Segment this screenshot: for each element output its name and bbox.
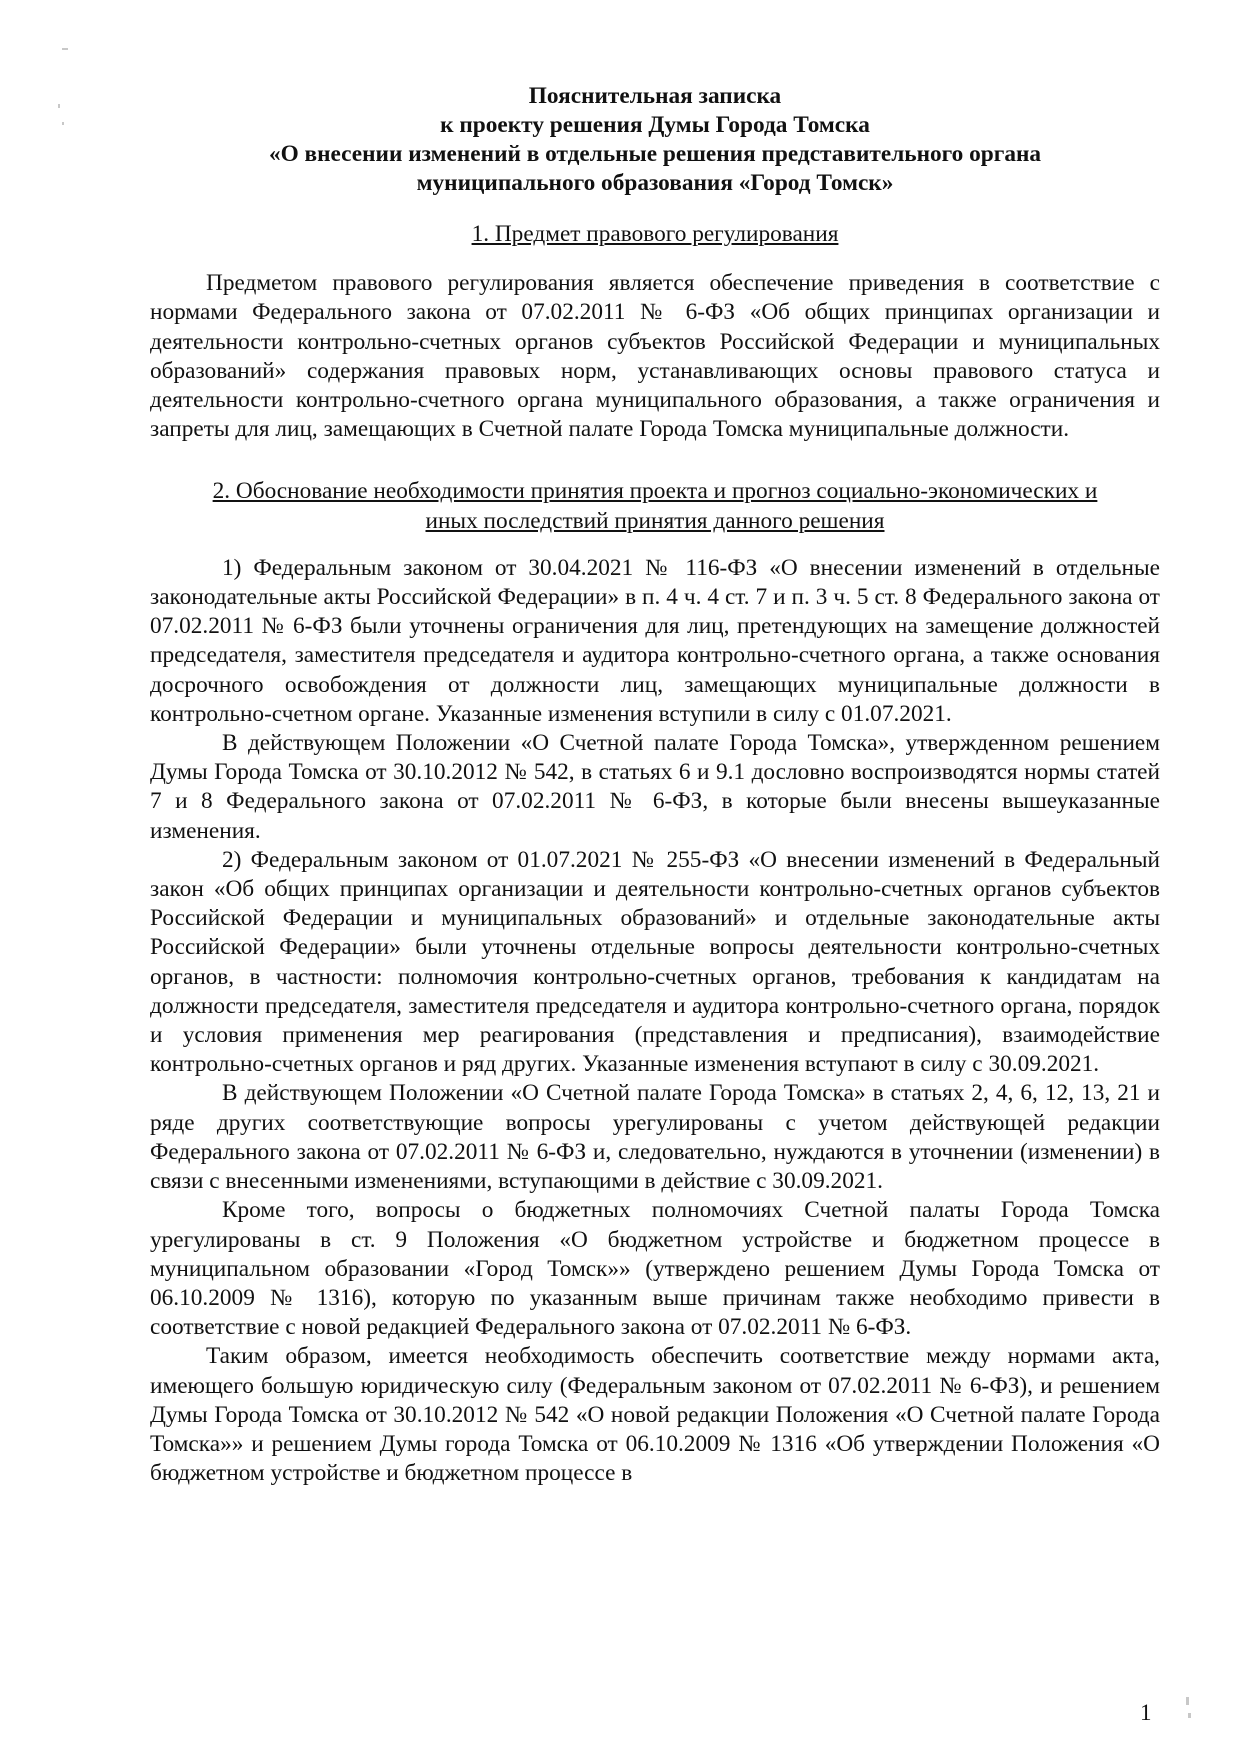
scan-artifact-mark (62, 122, 64, 125)
scan-artifact-mark (58, 104, 60, 108)
document-page (150, 82, 1160, 1488)
section2-paragraph-3: 2) Федеральным законом от 01.07.2021 № 255-ФЗ «О внесении изменений в Федеральный закон «Об общих принципах организации и деятельности контрольно-счетных органов субъектов Российской Федерации и муниципальных образований» и отдельные законодательные акты Российской Федерации» были уточнены отдельные вопросы деятельности контрольно-счетных органов, в частности: полномочия контрольно-счетных органов, требования к кандидатам на должности председателя, заместителя председателя и аудитора контрольно-счетного органа, порядок и условия применения мер реагирования (представления и предписания), взаимодействие контрольно-счетных органов и ряд других. Указанные изменения вступают в силу с 30.09.2021. (150, 846, 1160, 1078)
section2-paragraph-1: 1) Федеральным законом от 30.04.2021 № 116-ФЗ «О внесении изменений в отдельные законодательные акты Российской Федерации» в п. 4 ч. 4 ст. 7 и п. 3 ч. 5 ст. 8 Федерального закона от 07.02.2011 № 6-ФЗ были уточнены ограничения для лиц, претендующих на замещение должностей председателя, заместителя председателя и аудитора контрольно-счетного органа, а также основания досрочного освобождения от должности лиц, замещающих муниципальные должности в контрольно-счетном органе. Указанные изменения вступили в силу с 01.07.2021. (150, 554, 1160, 727)
scan-artifact-mark (62, 48, 68, 50)
document-header (150, 82, 1160, 198)
section1-paragraph: Предметом правового регулирования является обеспечение приведения в соответствие с нормами Федерального закона от 07.02.2011 № 6-ФЗ «Об общих принципах организации и деятельности контрольно-счетных органов субъектов Российской Федерации и муниципальных образований» содержания правовых норм, устанавливающих основы правового статуса и деятельности контрольно-счетного органа муниципального образования, а также ограничения и запреты для лиц, замещающих в Счетной палате Города Томска муниципальные должности. (150, 270, 1160, 443)
section2-paragraph-5: Кроме того, вопросы о бюджетных полномочиях Счетной палаты Города Томска урегулированы в ст. 9 Положения «О бюджетном устройстве и бюджетном процессе в муниципальном образовании «Город Томск»» (утверждено решением Думы Города Томска от 06.10.2009 № 1316), которую по указанным выше причинам также необходимо привести в соответствие с новой редакцией Федерального закона от 07.02.2011 № 6-ФЗ. (150, 1197, 1160, 1341)
header-decision-title-line2: муниципального образования «Город Томск» (416, 170, 894, 196)
section2-title-line1: 2. Обоснование необходимости принятия проекта и прогноз социально-экономических и (212, 478, 1098, 505)
section2-paragraph-2: В действующем Положении «О Счетной палате Города Томска», утвержденном решением Думы Города Томска от 30.10.2012 № 542, в статьях 6 и 9.1 дословно воспроизводятся нормы статей 7 и 8 Федерального закона от 07.02.2011 № 6-ФЗ, в которые были внесены вышеуказанные изменения. (150, 730, 1160, 844)
section2-title-line2: иных последствий принятия данного решения (425, 507, 885, 534)
section2-title (150, 477, 1160, 535)
header-decision-title-line1: «О внесении изменений в отдельные решения представительного органа (268, 141, 1042, 167)
header-subtitle: к проекту решения Думы Города Томска (440, 112, 870, 138)
header-title: Пояснительная записка (528, 83, 782, 109)
scan-artifact-mark (1188, 1713, 1191, 1718)
section1-title: 1. Предмет правового регулирования (471, 221, 839, 247)
scan-artifact-mark (1186, 1697, 1189, 1705)
page-number: 1 (1140, 1700, 1152, 1725)
conclusion-paragraph: Таким образом, имеется необходимость обеспечить соответствие между нормами акта, имеющего большую юридическую силу (Федеральным законом от 07.02.2011 № 6-ФЗ), и решением Думы Города Томска от 30.10.2012 № 542 «О новой редакции Положения «О Счетной палате Города Томска»» и решением Думы города Томска от 06.10.2009 № 1316 «Об утверждении Положения «О бюджетном устройстве и бюджетном процессе в (150, 1343, 1160, 1487)
section2-body (150, 554, 1160, 1342)
section2-paragraph-4: В действующем Положении «О Счетной палате Города Томска» в статьях 2, 4, 6, 12, 13, 21 и ряде других соответствующие вопросы урегулированы с учетом действующей редакции Федерального закона от 07.02.2011 № 6-ФЗ и, следовательно, нуждаются в уточнении (изменении) в связи с внесенными изменениями, вступающими в действие с 30.09.2021. (150, 1080, 1160, 1195)
section1-body (150, 269, 1160, 444)
